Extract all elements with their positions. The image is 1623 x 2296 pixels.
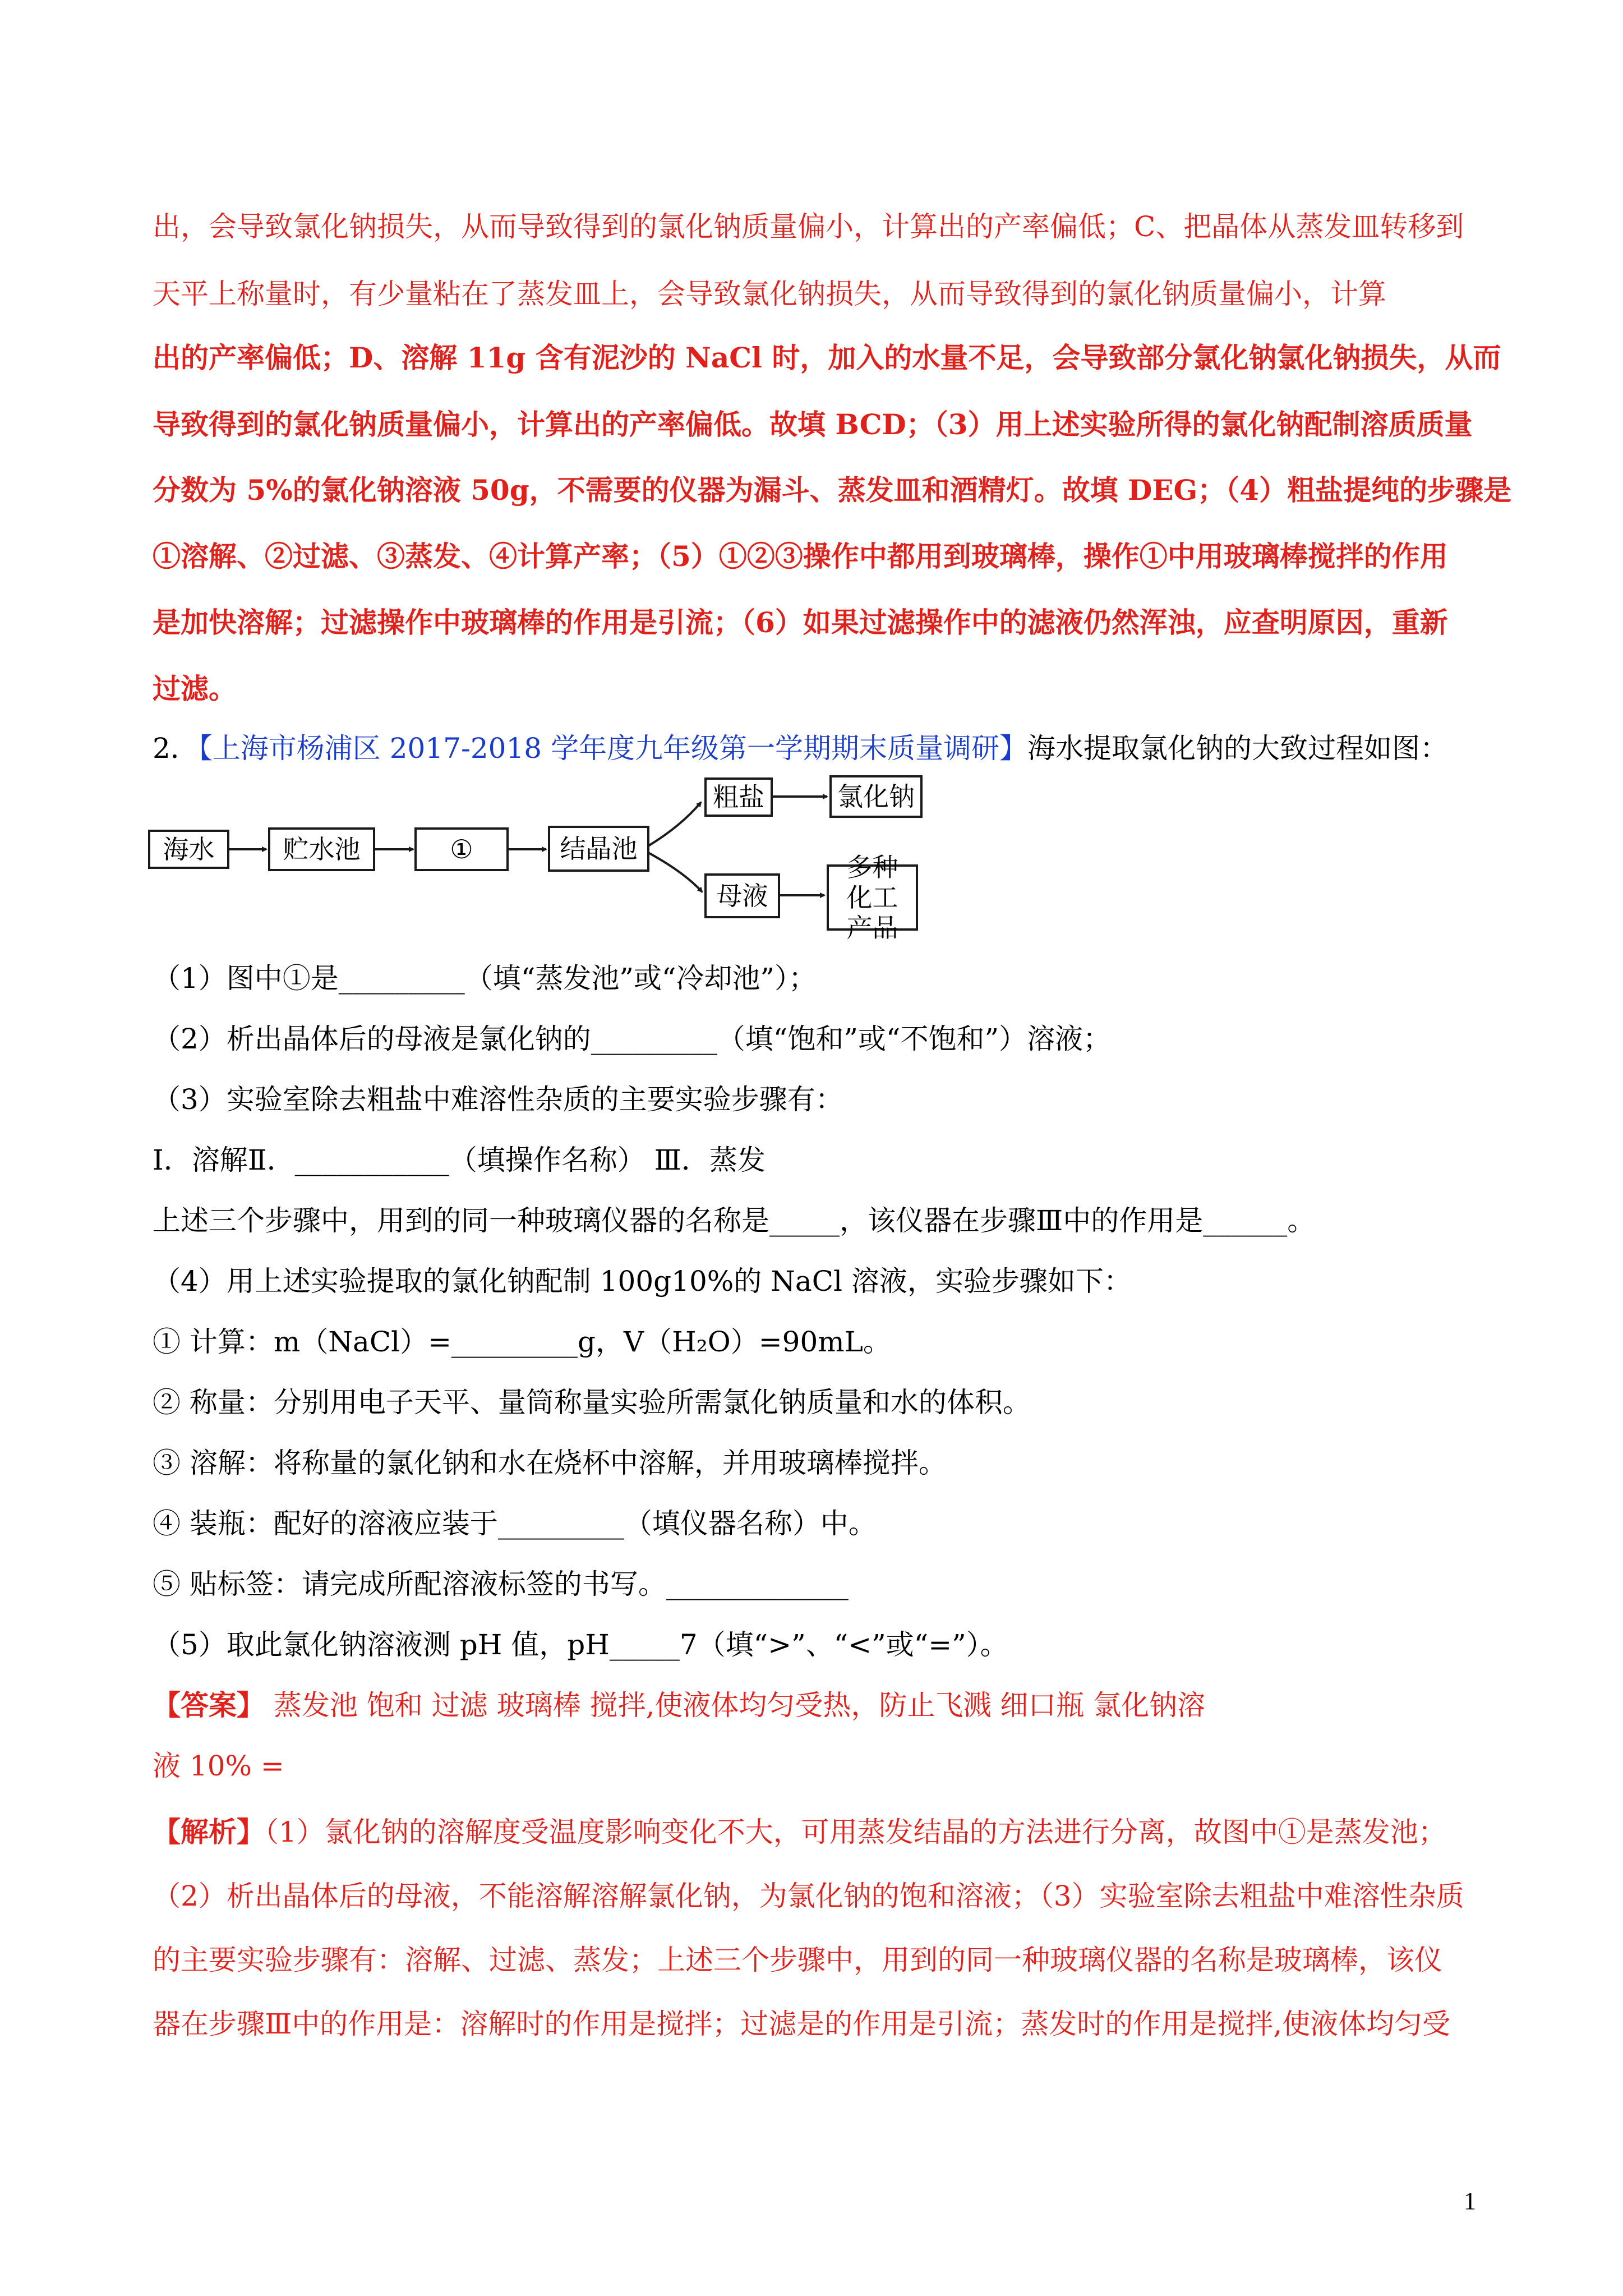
flow-box-mother-liquor: 母液 [704, 873, 780, 918]
step-weigh: ② 称量：分别用电子天平、量筒称量实验所需氯化钠质量和水的体积。 [153, 1386, 1031, 1419]
page-number: 1 [1464, 2187, 1476, 2215]
flow-box-sodium-chloride: 氯化钠 [829, 775, 923, 818]
flowchart-arrows [0, 0, 1623, 954]
analysis-line-4: 器在步骤Ⅲ中的作用是：溶解时的作用是搅拌；过滤是的作用是引流；蒸发时的作用是搅拌,使液体均匀受 [153, 2008, 1451, 2040]
question-number: 2． [153, 732, 199, 765]
solution-line-3: 出的产率偏低；D、溶解 11g 含有泥沙的 NaCl 时，加入的水量不足，会导致部分氯化钠氯化钠损失，从而 [153, 341, 1501, 374]
solution-line-6: ①溶解、②过滤、③蒸发、④计算产率；（5）①②③操作中都用到玻璃棒，操作①中用玻璃棒搅拌的作用 [153, 540, 1448, 573]
question-2-part-5: （5）取此氯化钠溶液测 pH 值，pH_____7（填“>”、“<”或“=”）。 [153, 1628, 1008, 1661]
analysis-line-2: （2）析出晶体后的母液，不能溶解溶解氯化钠，为氯化钠的饱和溶液；（3）实验室除去粗盐中难溶性杂质 [153, 1880, 1464, 1912]
step-bottle: ④ 装瓶：配好的溶液应装于_________（填仪器名称）中。 [153, 1507, 877, 1540]
step-calculate: ① 计算：m（NaCl）=_________g，V（H₂O）=90mL。 [153, 1326, 891, 1358]
source-open-bracket: 【 [198, 732, 213, 765]
solution-line-8: 过滤。 [153, 672, 237, 705]
question-stem: 海水提取氯化钠的大致过程如图： [1027, 732, 1448, 765]
question-source: 上海市杨浦区 2017-2018 学年度九年级第一学期期末质量调研 [212, 732, 999, 765]
source-close-bracket: 】 [999, 732, 1027, 765]
answer-line-2: 液 10% = [153, 1750, 284, 1782]
step-dissolve: ③ 溶解：将称量的氯化钠和水在烧杯中溶解，并用玻璃棒搅拌。 [153, 1447, 947, 1479]
question-2-part-2: （2）析出晶体后的母液是氯化钠的_________（填“饱和”或“不饱和”）溶液； [153, 1023, 1112, 1055]
question-2-steps: Ⅰ．溶解Ⅱ．___________（填操作名称） Ⅲ．蒸发 [153, 1144, 766, 1176]
solution-line-2: 天平上称量时，有少量粘在了蒸发皿上，会导致氯化钠损失，从而导致得到的氯化钠质量偏小，计算 [153, 278, 1386, 310]
answer-line-1 [153, 1687, 1205, 1723]
question-2-instrument: 上述三个步骤中，用到的同一种玻璃仪器的名称是_____，该仪器在步骤Ⅲ中的作用是______。 [153, 1204, 1316, 1237]
solution-line-5: 分数为 5%的氯化钠溶液 50g，不需要的仪器为漏斗、蒸发皿和酒精灯。故填 DEG；（4）粗盐提纯的步骤是 [153, 473, 1512, 507]
analysis-text-1: （1）氯化钠的溶解度受温度影响变化不大，可用蒸发结晶的方法进行分离，故图中①是蒸发池； [265, 1816, 1446, 1848]
solution-line-4: 导致得到的氯化钠质量偏小，计算出的产率偏低。故填 BCD；（3）用上述实验所得的氯化钠配制溶质质量 [153, 408, 1473, 441]
answer-values: 蒸发池 饱和 过滤 玻璃棒 搅拌,使液体均匀受热，防止飞溅 细口瓶 氯化钠溶 [265, 1689, 1206, 1722]
solution-line-7: 是加快溶解；过滤操作中玻璃棒的作用是引流；（6）如果过滤操作中的滤液仍然浑浊，应查明原因，重新 [153, 606, 1448, 639]
analysis-line-1 [153, 1814, 1446, 1850]
flow-box-crude-salt: 粗盐 [704, 777, 773, 817]
arrow-crystallization-to-crude-salt [648, 802, 701, 846]
answer-tag: 【答案】 [153, 1688, 265, 1722]
question-2-part-1: （1）图中①是_________（填“蒸发池”或“冷却池”）； [153, 962, 817, 995]
flow-box-crystallization-pool: 结晶池 [548, 826, 649, 872]
solution-line-1: 出，会导致氯化钠损失，从而导致得到的氯化钠质量偏小，计算出的产率偏低；C、把晶体从蒸发皿转移到 [153, 210, 1464, 243]
flow-box-reservoir: 贮水池 [268, 827, 375, 871]
question-2-part-3: （3）实验室除去粗盐中难溶性杂质的主要实验步骤有： [153, 1083, 843, 1116]
flow-box-step1: ① [414, 827, 509, 871]
question-2-part-4: （4）用上述实验提取的氯化钠配制 100g10%的 NaCl 溶液，实验步骤如下： [153, 1265, 1132, 1297]
flow-box-seawater: 海水 [148, 830, 229, 869]
analysis-tag: 【解析】 [153, 1815, 265, 1848]
step-label: ⑤ 贴标签：请完成所配溶液标签的书写。_____________ [153, 1568, 849, 1600]
flow-box-chemical-products: 多种化工产品 [827, 864, 918, 931]
analysis-line-3: 的主要实验步骤有：溶解、过滤、蒸发；上述三个步骤中，用到的同一种玻璃仪器的名称是玻璃棒，该仪 [153, 1944, 1442, 1976]
arrow-crystallization-to-mother-liquor [648, 853, 702, 892]
